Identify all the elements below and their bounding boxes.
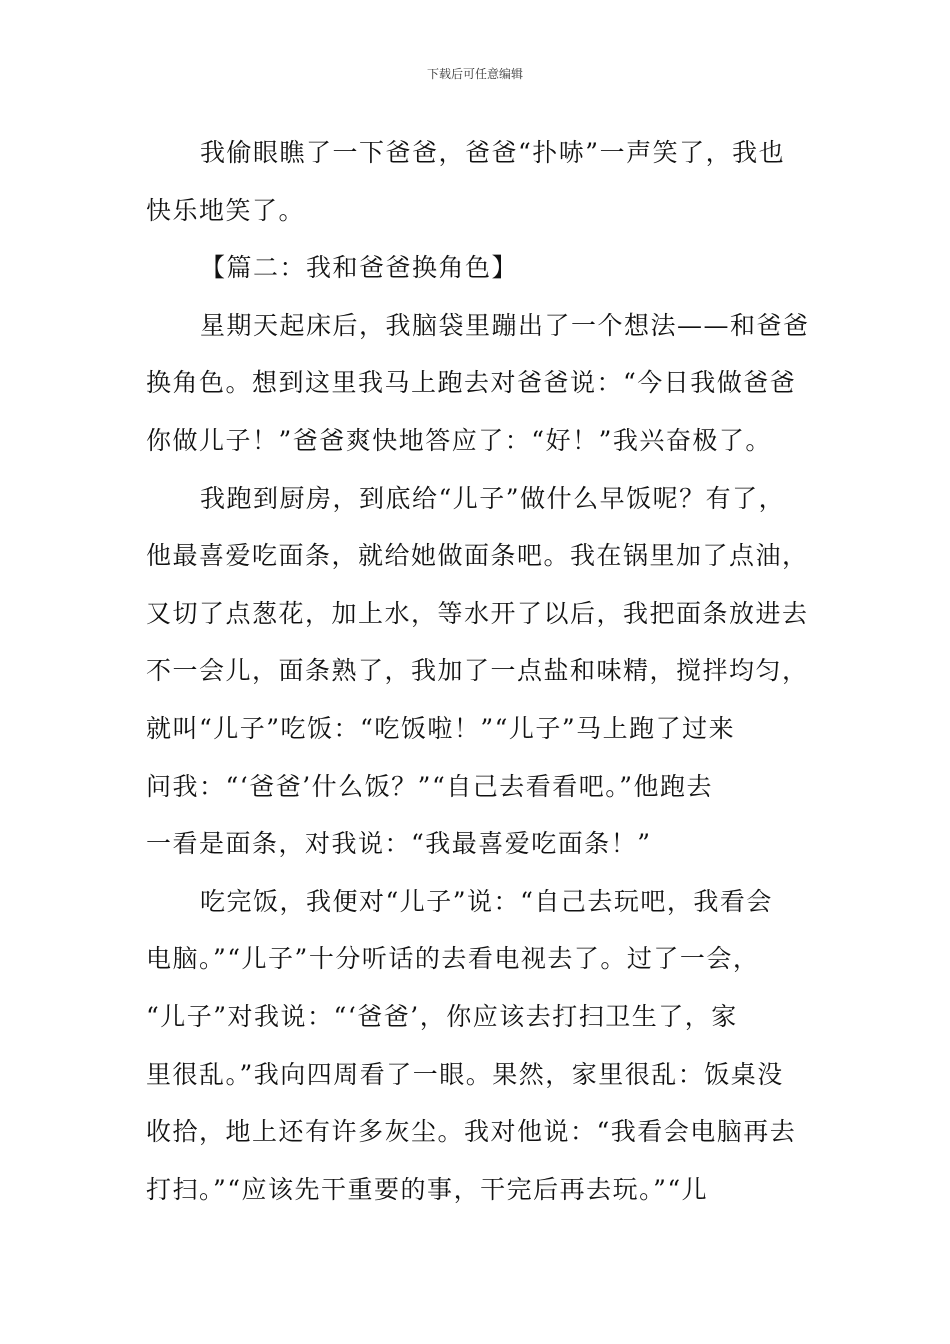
paragraph-line: 星期天起床后，我脑袋里蹦出了一个想法——和爸爸 xyxy=(200,310,810,340)
paragraph-line: 我偷眼瞧了一下爸爸，爸爸“扑哧”一声笑了，我也 xyxy=(200,138,786,167)
paragraph-line: 你做儿子！”爸爸爽快地答应了：“好！”我兴奋极了。 xyxy=(146,425,772,455)
paragraph-line: 我跑到厨房，到底给“儿子”做什么早饭呢？有了， xyxy=(200,483,786,513)
paragraph-line: 电脑。”“儿子”十分听话的去看电视去了。过了一会， xyxy=(146,944,760,974)
paragraph-line: “儿子”对我说：“‘爸爸’，你应该去打扫卫生了，家 xyxy=(146,1001,738,1031)
paragraph-line: 问我：“‘爸爸’什么饭？”“自己去看看吧。”他跑去 xyxy=(146,771,714,801)
paragraph-line: 他最喜爱吃面条，就给她做面条吧。我在锅里加了点油， xyxy=(146,541,809,571)
paragraph-line: 快乐地笑了。 xyxy=(146,195,306,225)
page-header: 下载后可任意编辑 xyxy=(426,67,523,81)
paragraph-line: 又切了点葱花，加上水，等水开了以后，我把面条放进去 xyxy=(146,598,809,628)
paragraph-line: 吃完饭，我便对“儿子”说：“自己去玩吧，我看会 xyxy=(200,886,773,916)
document-body xyxy=(146,124,810,1218)
section-title: 【篇二：我和爸爸换角色】 xyxy=(200,253,519,283)
paragraph-line: 换角色。想到这里我马上跑去对爸爸说：“今日我做爸爸 xyxy=(146,368,797,398)
paragraph-line: 里很乱。”我向四周看了一眼。果然，家里很乱：饭桌没 xyxy=(146,1059,784,1089)
paragraph-line: 收拾，地上还有许多灰尘。我对他说：“我看会电脑再去 xyxy=(146,1117,797,1147)
paragraph-line: 一看是面条，对我说：“我最喜爱吃面条！” xyxy=(146,829,652,859)
paragraph-line: 不一会儿，面条熟了，我加了一点盐和味精，搅拌均匀， xyxy=(146,656,809,686)
paragraph-line: 就叫“儿子”吃饭：“吃饭啦！”“儿子”马上跑了过来 xyxy=(146,713,736,743)
paragraph-line: 打扫。”“应该先干重要的事，干完后再去玩。”“儿 xyxy=(146,1174,709,1204)
